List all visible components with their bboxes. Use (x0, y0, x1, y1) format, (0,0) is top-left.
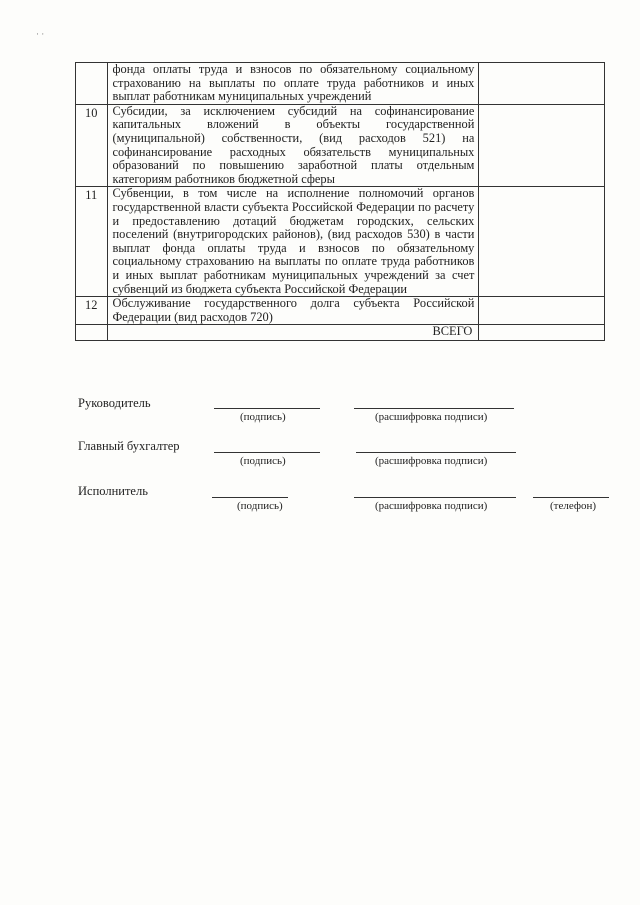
accountant-decoding-caption: (расшифровка подписи) (375, 455, 488, 467)
row-number: 11 (76, 187, 108, 297)
accountant-decoding-line[interactable] (356, 452, 516, 453)
row-value (479, 187, 605, 297)
head-decoding-caption: (расшифровка подписи) (375, 411, 488, 423)
total-label: ВСЕГО (107, 325, 479, 341)
total-row (76, 325, 605, 341)
accountant-label: Главный бухгалтер (78, 439, 180, 453)
row-number: 10 (76, 104, 108, 187)
executor-signature-caption: (подпись) (237, 500, 283, 512)
row-value (479, 104, 605, 187)
row-number: 12 (76, 297, 108, 325)
executor-signature-line[interactable] (212, 497, 288, 498)
total-number-cell (76, 325, 108, 341)
budget-table (75, 62, 605, 341)
head-signature-line[interactable] (214, 408, 320, 409)
row-value (479, 297, 605, 325)
table-row (76, 63, 605, 105)
executor-decoding-caption: (расшифровка подписи) (375, 500, 488, 512)
head-signature-caption: (подпись) (240, 411, 286, 423)
head-decoding-line[interactable] (354, 408, 514, 409)
executor-decoding-line[interactable] (354, 497, 516, 498)
executor-phone-line[interactable] (533, 497, 609, 498)
row-description: Обслуживание государственного долга субъекта Российской Федерации (вид расходов 720) (107, 297, 479, 325)
head-label: Руководитель (78, 396, 151, 410)
accountant-signature-caption: (подпись) (240, 455, 286, 467)
accountant-signature-line[interactable] (214, 452, 320, 453)
executor-phone-caption: (телефон) (550, 500, 597, 512)
row-description: фонда оплаты труда и взносов по обязательному социальному страхованию на выплаты по оплате труда работников и иных выплат работникам муниципальных учреждений (107, 63, 479, 105)
row-description: Субсидии, за исключением субсидий на софинансирование капитальных вложений в объекты государственной (муниципальной) собственности, (вид расходов 521) на софинансирование расходных обязательств муниципальных образований по повышению заработной платы отдельным категориям работников бюджетной сферы (107, 104, 479, 187)
row-description: Субвенции, в том числе на исполнение полномочий органов государственной власти субъекта Российской Федерации по расчету и предоставлению дотаций бюджетам городских, сельских поселений (внутригородских районов), (вид расходов 530) в части выплат фонда оплаты труда и взносов по обязательному социальному страхованию на выплаты по оплате труда работников и иных выплат работникам муниципальных учреждений за счет субвенций из бюджета субъекта Российской Федерации (107, 187, 479, 297)
row-number (76, 63, 108, 105)
table-row (76, 297, 605, 325)
table-row (76, 104, 605, 187)
table-row (76, 187, 605, 297)
row-value (479, 63, 605, 105)
corner-mark: · · (36, 29, 45, 39)
executor-label: Исполнитель (78, 484, 148, 498)
total-value (479, 325, 605, 341)
